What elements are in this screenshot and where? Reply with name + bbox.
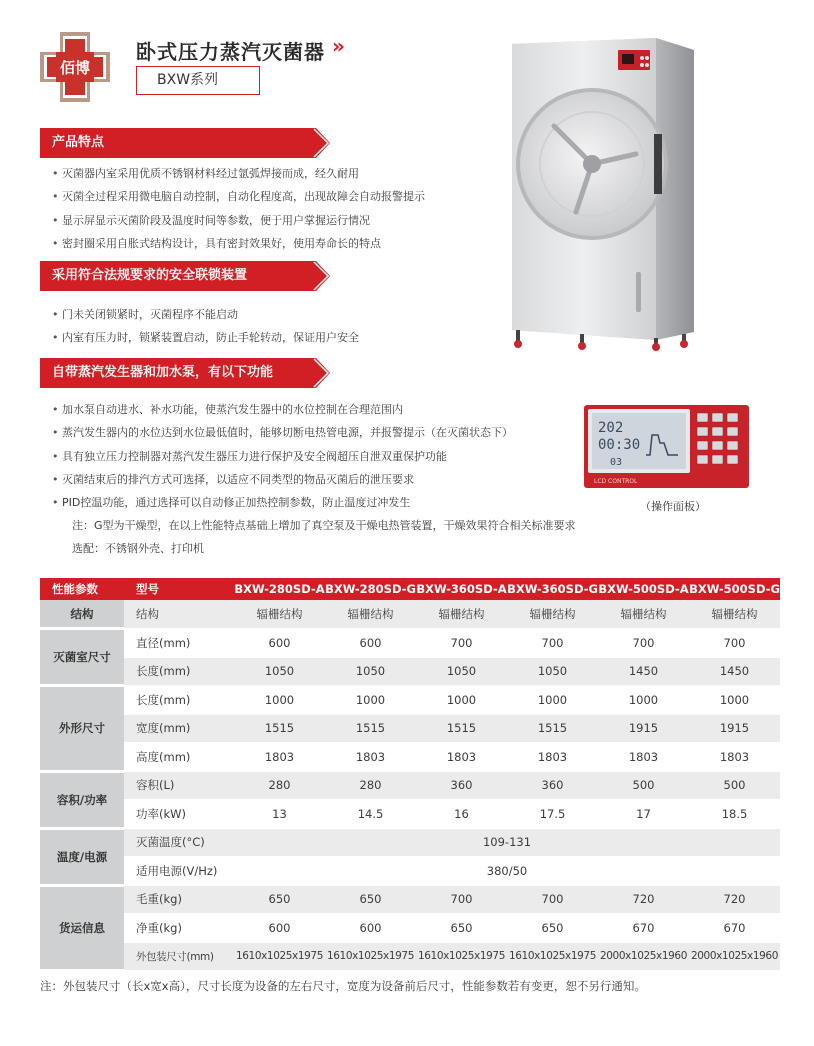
row-label: 直径(mm) — [124, 629, 234, 658]
row-label: 容积(L) — [124, 771, 234, 800]
table-cell: 1000 — [416, 686, 507, 715]
table-row — [40, 771, 780, 800]
section-heading-features — [40, 128, 332, 158]
table-cell: 1803 — [325, 743, 416, 772]
table-cell: 700 — [416, 629, 507, 658]
safety-list — [62, 303, 359, 350]
list-item: • 灭菌全过程采用微电脑自动控制，自动化程度高，出现故障会自动报警提示 — [62, 185, 425, 208]
row-label: 功率(kW) — [124, 800, 234, 829]
table-cell: 500 — [689, 771, 780, 800]
page-title: 卧式压力蒸汽灭菌器 — [136, 40, 325, 64]
group-label: 容积/功率 — [40, 771, 124, 828]
table-cell: 700 — [416, 885, 507, 914]
spec-table — [40, 578, 780, 972]
table-cell-merged: 109-131 — [234, 828, 780, 857]
section-arrow-icon — [306, 358, 332, 388]
table-cell: 1515 — [416, 714, 507, 743]
table-row — [40, 629, 780, 658]
table-row — [40, 657, 780, 686]
table-cell-merged: 380/50 — [234, 857, 780, 886]
row-label: 灭菌温度(°C) — [124, 828, 234, 857]
header-model: 型号 — [124, 578, 234, 600]
table-cell: 1050 — [507, 657, 598, 686]
section-arrow-icon — [306, 261, 332, 291]
table-row — [40, 743, 780, 772]
list-item: • 密封圈采用自胀式结构设计，具有密封效果好，使用寿命长的特点 — [62, 232, 425, 255]
table-cell: 670 — [689, 914, 780, 943]
panel-display-temp: 202 — [598, 420, 624, 436]
table-cell: 280 — [325, 771, 416, 800]
table-cell: 1915 — [689, 714, 780, 743]
steam-list — [62, 398, 513, 514]
list-item: • 门未关闭锁紧时，灭菌程序不能启动 — [62, 303, 359, 326]
panel-display-time: 00:30 — [598, 437, 641, 453]
table-cell: 650 — [234, 885, 325, 914]
section-heading-safety — [40, 261, 332, 291]
feature-list — [62, 162, 425, 255]
section-arrow-icon — [306, 128, 332, 158]
section-heading-steam — [40, 358, 332, 388]
table-cell: 360 — [507, 771, 598, 800]
table-cell: 1000 — [325, 686, 416, 715]
table-row — [40, 686, 780, 715]
row-label: 外包装尺寸(mm) — [124, 942, 234, 971]
autoclave-illustration — [506, 34, 702, 352]
table-cell: 650 — [507, 914, 598, 943]
table-cell: 辐栅结构 — [325, 600, 416, 629]
section-heading-text: 产品特点 — [40, 128, 310, 158]
table-cell: 13 — [234, 800, 325, 829]
table-cell: 720 — [598, 885, 689, 914]
table-cell: 280 — [234, 771, 325, 800]
header-model-name: BXW-500SD-A — [598, 578, 689, 600]
note-dry-type: 注：G型为干燥型，在以上性能特点基础上增加了真空泵及干燥电热管装置，干燥效果符合相关标准要求 — [72, 519, 576, 532]
list-item: • PID控温功能，通过选择可以自动修正加热控制参数，防止温度过冲发生 — [62, 491, 513, 514]
table-cell: 650 — [325, 885, 416, 914]
title-chevron-icon: » — [332, 34, 341, 58]
table-cell: 1610x1025x1975 — [234, 942, 325, 971]
table-row — [40, 942, 780, 971]
row-label: 长度(mm) — [124, 657, 234, 686]
table-header-row — [40, 578, 780, 600]
header-model-name: BXW-500SD-G — [689, 578, 780, 600]
group-label: 外形尺寸 — [40, 686, 124, 772]
table-cell: 650 — [416, 914, 507, 943]
table-cell: 辐栅结构 — [234, 600, 325, 629]
table-cell: 1803 — [507, 743, 598, 772]
table-cell: 2000x1025x1960 — [689, 942, 780, 971]
table-cell: 700 — [598, 629, 689, 658]
table-cell: 1050 — [234, 657, 325, 686]
table-cell: 600 — [234, 629, 325, 658]
table-cell: 720 — [689, 885, 780, 914]
row-label: 宽度(mm) — [124, 714, 234, 743]
header-param: 性能参数 — [40, 578, 124, 600]
list-item: • 灭菌结束后的排汽方式可选择，以适应不同类型的物品灭菌后的泄压要求 — [62, 468, 513, 491]
table-cell: 1803 — [598, 743, 689, 772]
table-row — [40, 885, 780, 914]
table-cell: 1610x1025x1975 — [325, 942, 416, 971]
group-label: 结构 — [40, 600, 124, 629]
table-cell: 17.5 — [507, 800, 598, 829]
table-cell: 1000 — [598, 686, 689, 715]
list-item: • 加水泵自动进水、补水功能，使蒸汽发生器中的水位控制在合理范围内 — [62, 398, 513, 421]
table-cell: 辐栅结构 — [689, 600, 780, 629]
table-cell: 670 — [598, 914, 689, 943]
group-label: 温度/电源 — [40, 828, 124, 885]
table-cell: 1000 — [689, 686, 780, 715]
table-cell: 1803 — [689, 743, 780, 772]
logo-text: 佰博 — [59, 59, 91, 77]
header-model-name: BXW-280SD-G — [325, 578, 416, 600]
list-item: • 具有独立压力控制器对蒸汽发生器压力进行保护及安全阀超压自泄双重保护功能 — [62, 445, 513, 468]
table-cell: 1515 — [234, 714, 325, 743]
table-cell: 1050 — [416, 657, 507, 686]
table-cell: 500 — [598, 771, 689, 800]
table-cell: 1000 — [234, 686, 325, 715]
table-cell: 辐栅结构 — [416, 600, 507, 629]
panel-display-stage: 03 — [610, 457, 623, 468]
list-item: • 蒸汽发生器内的水位达到水位最低值时，能够切断电热管电源，并报警提示（在灭菌状态下） — [62, 421, 513, 444]
table-cell: 辐栅结构 — [507, 600, 598, 629]
table-cell: 1450 — [598, 657, 689, 686]
table-cell: 16 — [416, 800, 507, 829]
list-item: • 灭菌器内室采用优质不锈钢材料经过氩弧焊接而成，经久耐用 — [62, 162, 425, 185]
header-model-name: BXW-280SD-A — [234, 578, 325, 600]
table-cell: 1515 — [507, 714, 598, 743]
table-cell: 700 — [689, 629, 780, 658]
section-heading-text: 自带蒸汽发生器和加水泵，有以下功能 — [40, 358, 310, 388]
control-panel-image — [584, 405, 749, 488]
brand-logo — [38, 30, 112, 104]
table-cell: 700 — [507, 629, 598, 658]
table-cell: 600 — [325, 629, 416, 658]
table-cell: 700 — [507, 885, 598, 914]
table-cell: 18.5 — [689, 800, 780, 829]
footnote: 注：外包装尺寸（长x宽x高），尺寸长度为设备的左右尺寸，宽度为设备前后尺寸，性能参数若有变更，恕不另行通知。 — [40, 979, 646, 993]
table-cell: 1050 — [325, 657, 416, 686]
group-label: 灭菌室尺寸 — [40, 629, 124, 686]
section-heading-text: 采用符合法规要求的安全联锁装置 — [40, 261, 310, 291]
table-cell: 1803 — [234, 743, 325, 772]
table-cell: 14.5 — [325, 800, 416, 829]
header-model-name: BXW-360SD-A — [416, 578, 507, 600]
table-cell: 1610x1025x1975 — [416, 942, 507, 971]
table-row — [40, 857, 780, 886]
table-cell: 2000x1025x1960 — [598, 942, 689, 971]
table-row — [40, 714, 780, 743]
table-cell: 600 — [234, 914, 325, 943]
table-cell: 辐栅结构 — [598, 600, 689, 629]
table-cell: 1610x1025x1975 — [507, 942, 598, 971]
row-label: 高度(mm) — [124, 743, 234, 772]
table-row — [40, 914, 780, 943]
table-cell: 1803 — [416, 743, 507, 772]
table-row — [40, 800, 780, 829]
panel-brand-text: LCD CONTROL — [594, 478, 638, 485]
table-cell: 1515 — [325, 714, 416, 743]
group-label: 货运信息 — [40, 885, 124, 971]
row-label: 毛重(kg) — [124, 885, 234, 914]
table-cell: 1915 — [598, 714, 689, 743]
table-cell: 1000 — [507, 686, 598, 715]
note-options: 选配：不锈钢外壳、打印机 — [72, 542, 204, 555]
row-label: 适用电源(V/Hz) — [124, 857, 234, 886]
table-cell: 600 — [325, 914, 416, 943]
panel-caption: （操作面板） — [640, 500, 706, 513]
table-cell: 1450 — [689, 657, 780, 686]
table-cell: 360 — [416, 771, 507, 800]
row-label: 结构 — [124, 600, 234, 629]
header-model-name: BXW-360SD-G — [507, 578, 598, 600]
table-row — [40, 828, 780, 857]
table-cell: 17 — [598, 800, 689, 829]
series-label: BXW系列 — [136, 66, 260, 95]
table-row — [40, 600, 780, 629]
list-item: • 内室有压力时，锁紧装置启动，防止手轮转动，保证用户安全 — [62, 326, 359, 349]
list-item: • 显示屏显示灭菌阶段及温度时间等参数，便于用户掌握运行情况 — [62, 209, 425, 232]
row-label: 净重(kg) — [124, 914, 234, 943]
row-label: 长度(mm) — [124, 686, 234, 715]
